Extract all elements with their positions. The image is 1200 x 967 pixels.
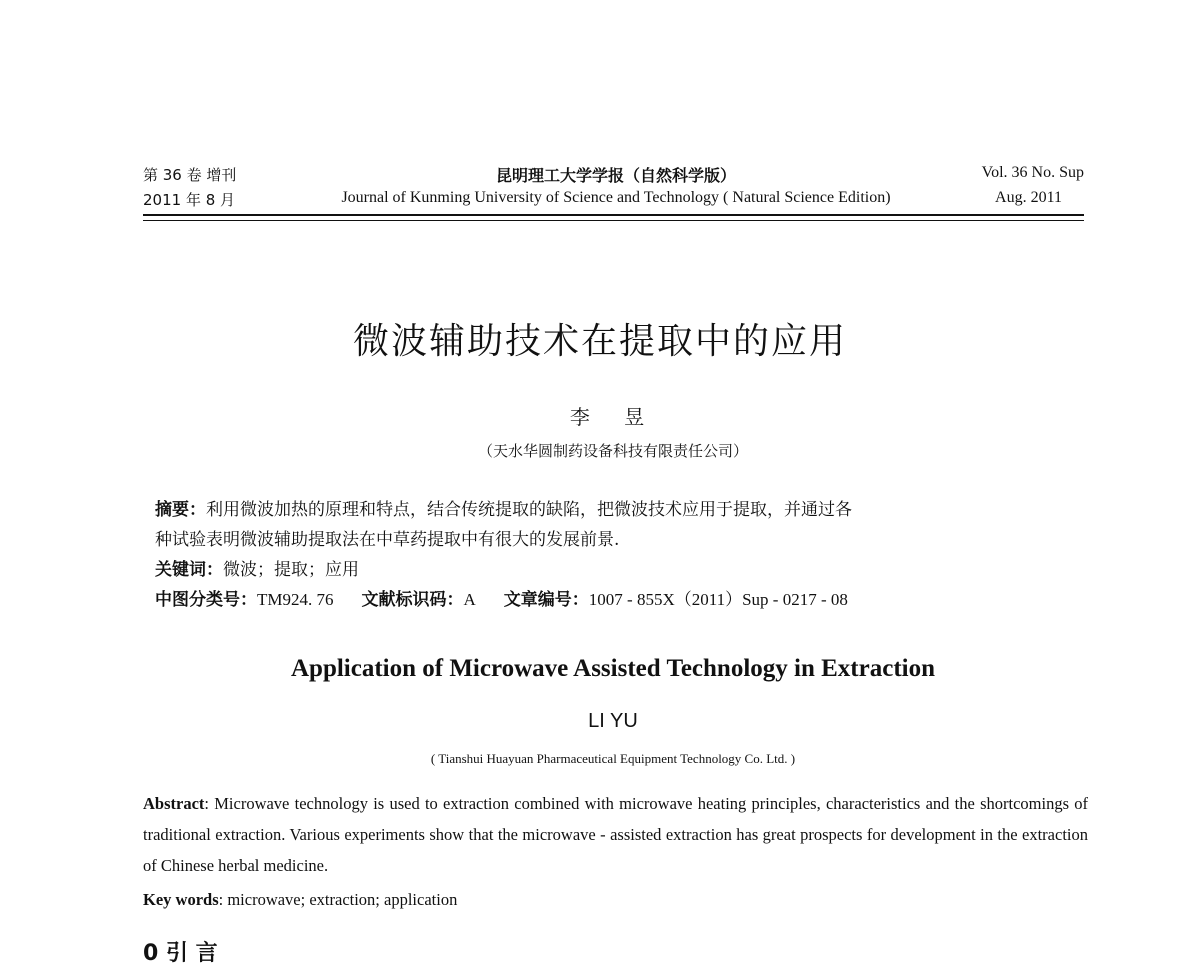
keywords-cn-label: 关键词： [155, 560, 223, 580]
abstract-en-label: Abstract [143, 794, 205, 813]
header-rule-thick [143, 214, 1084, 216]
header-date-cn: 2011 年 8 月 [143, 191, 236, 209]
paper-title-en: Application of Microwave Assisted Technology in Extraction [290, 655, 935, 682]
paper-title-cn: 微波辅助技术在提取中的应用 [352, 321, 847, 362]
header-volume-en: Vol. 36 No. Sup [981, 164, 1084, 181]
keywords-en-label: Key words [143, 890, 219, 909]
keywords-cn-text: 微波；提取；应用 [223, 560, 359, 580]
keywords-en [143, 890, 457, 910]
abstract-cn-text-1: 利用微波加热的原理和特点，结合传统提取的缺陷，把微波技术应用于提取，并通过各 [206, 500, 852, 520]
clc-label: 中图分类号： [155, 590, 257, 610]
keywords-cn [155, 555, 1055, 585]
header-volume-cn: 第 36 卷 增刊 [143, 166, 237, 184]
header-rule-thin [143, 220, 1084, 221]
article-no-value: 1007 - 855X（2011）Sup - 0217 - 08 [588, 590, 848, 609]
journal-title-en: Journal of Kunming University of Science and Technology ( Natural Science Edition) [341, 189, 891, 206]
abstract-en-text: : Microwave technology is used to extraction combined with microwave heating principles, characteristics and the shortcomings of traditional extraction. Various experiments show that the microwave - assisted extraction has great prospects for development in the extraction of Chinese herbal medicine. [143, 794, 1088, 875]
doc-code-label: 文献标识码： [361, 590, 464, 610]
doc-code-value: A [463, 590, 476, 609]
affiliation-cn: （天水华圆制药设备科技有限责任公司） [477, 442, 748, 460]
abstract-cn [155, 495, 1055, 615]
section-heading: 0 引 言 [143, 941, 218, 966]
journal-title-cn: 昆明理工大学学报（自然科学版） [495, 166, 736, 185]
author-en: LI YU [588, 710, 638, 732]
author-cn: 李 昱 [569, 405, 659, 429]
abstract-cn-line-1 [155, 495, 1055, 525]
keywords-en-text: : microwave; extraction; application [218, 890, 458, 909]
header-date-en: Aug. 2011 [995, 189, 1062, 206]
article-no-label: 文章编号： [503, 590, 589, 610]
abstract-cn-line-2 [155, 525, 1055, 555]
clc-value: TM924. 76 [257, 590, 334, 609]
abstract-cn-text-2: 种试验表明微波辅助提取法在中草药提取中有很大的发展前景. [155, 530, 620, 550]
classification-line [155, 585, 1055, 615]
affiliation-en: ( Tianshui Huayuan Pharmaceutical Equipment Technology Co. Ltd. ) [430, 751, 796, 766]
abstract-en [143, 788, 1088, 881]
abstract-cn-label: 摘要： [155, 500, 206, 520]
